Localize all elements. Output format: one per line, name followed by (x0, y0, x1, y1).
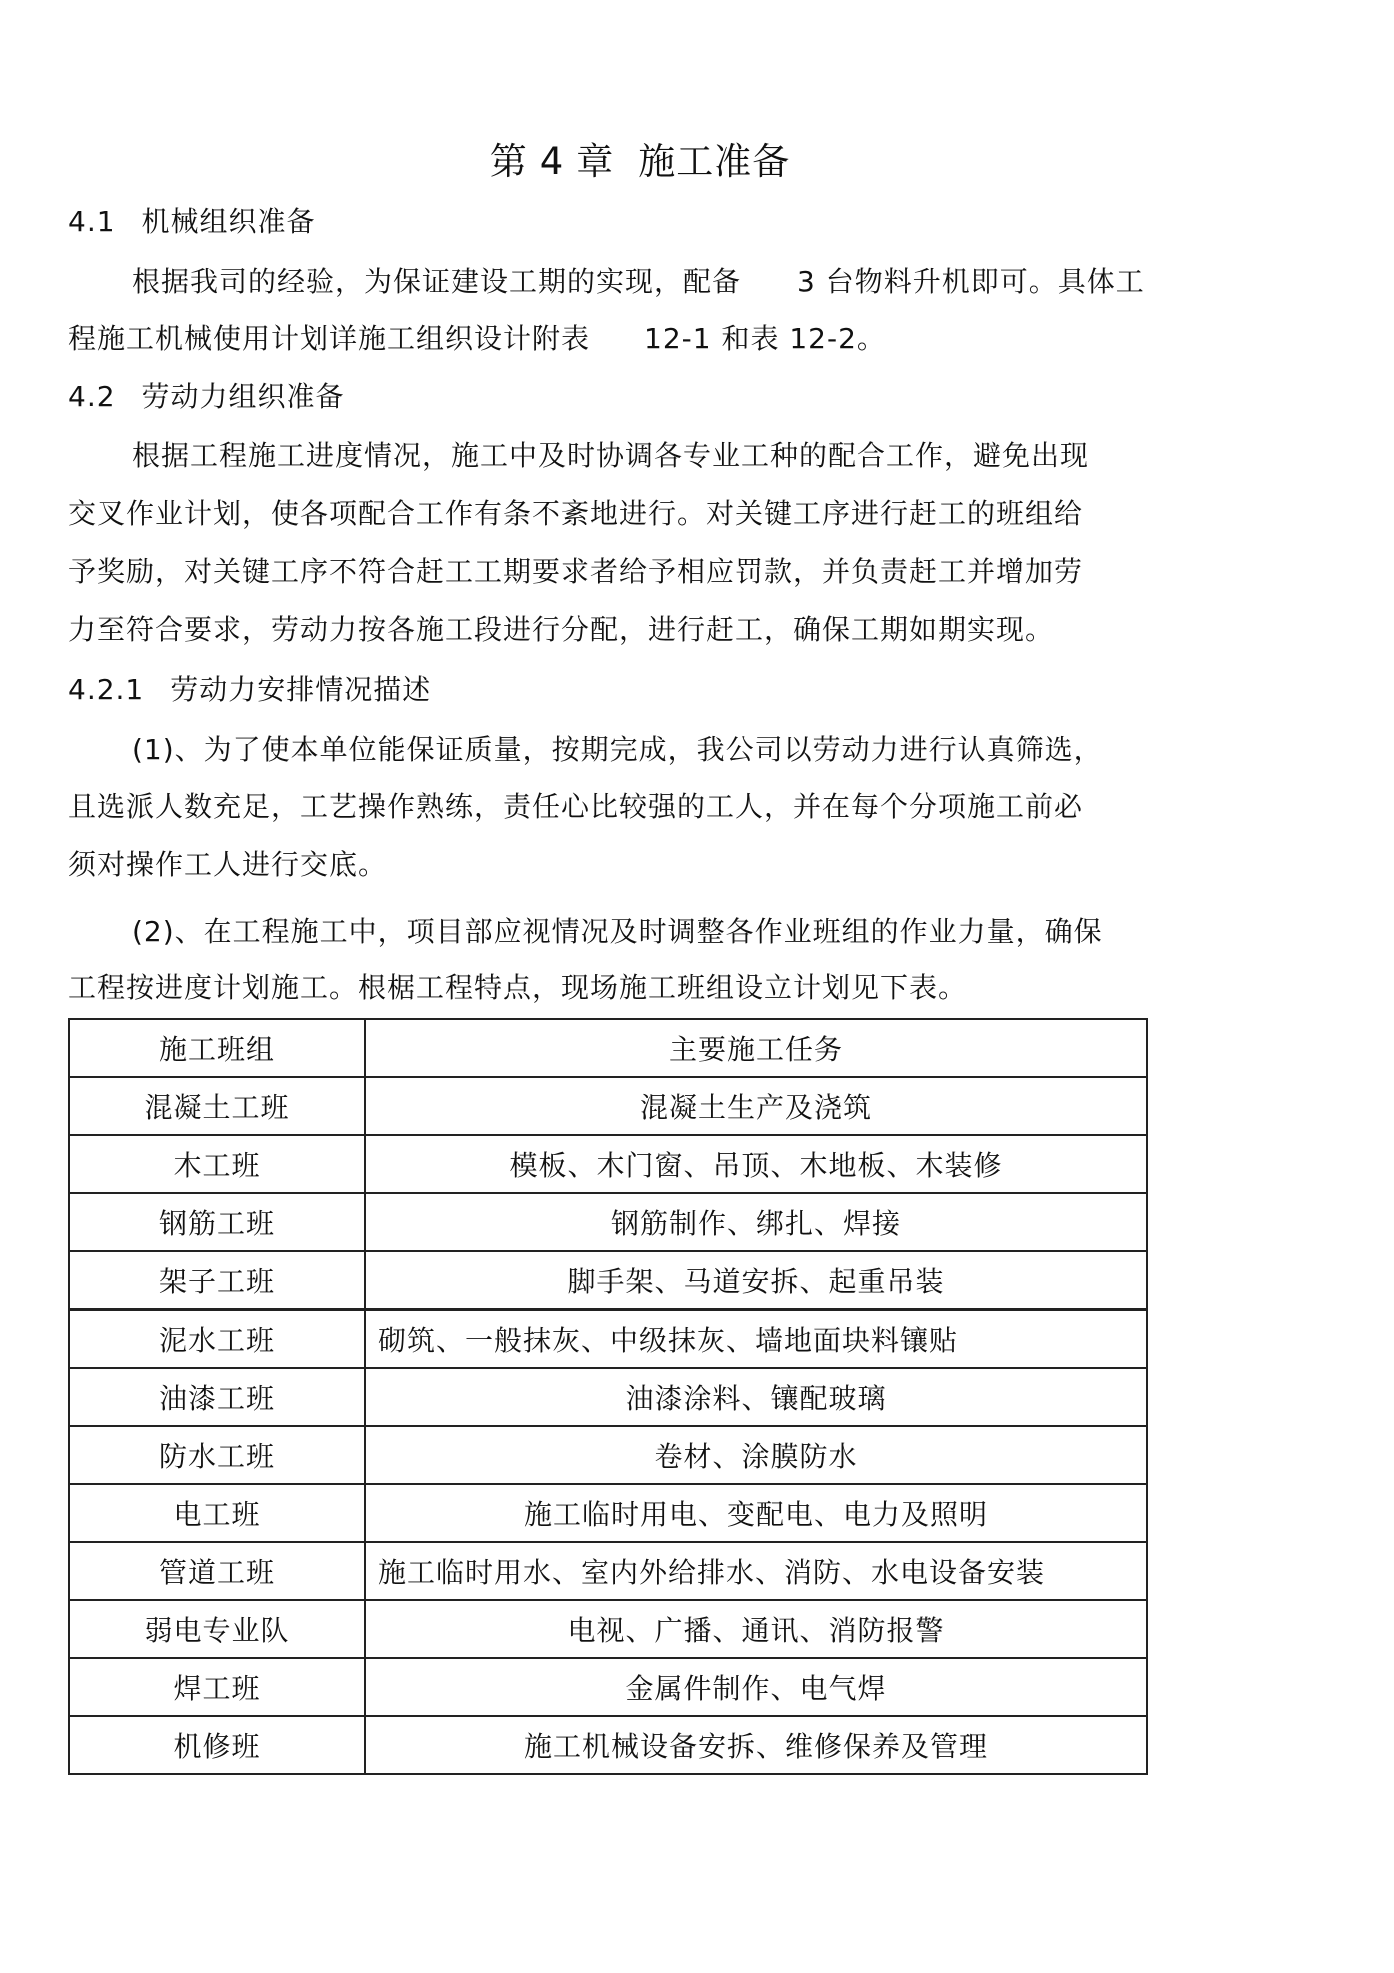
section-number: 4.2.1 (68, 673, 145, 706)
team-cell: 弱电专业队 (69, 1600, 365, 1658)
team-cell: 焊工班 (69, 1658, 365, 1716)
table-row (69, 1251, 1147, 1310)
chapter-prefix: 第 (489, 140, 528, 183)
table-row (69, 1426, 1147, 1484)
section-title: 机械组织准备 (141, 205, 316, 238)
text-span: 程施工机械使用计划详施工组织设计附表 (68, 322, 591, 355)
paragraph-line: 根据工程施工进度情况，施工中及时协调各专业工种的配合工作，避免出现 (132, 439, 1090, 472)
paragraph-line: 且选派人数充足，工艺操作熟练，责任心比较强的工人，并在每个分项施工前必 (68, 790, 1084, 823)
paragraph-line: (1)、为了使本单位能保证质量，按期完成，我公司以劳动力进行认真筛选， (132, 733, 1103, 766)
chapter-word: 章 (576, 140, 615, 183)
section-title: 劳动力安排情况描述 (170, 673, 432, 706)
paragraph-line: (2)、在工程施工中，项目部应视情况及时调整各作业班组的作业力量，确保 (132, 915, 1103, 948)
paragraph-line: 力至符合要求，劳动力按各施工段进行分配，进行赶工，确保工期如期实现。 (68, 613, 1055, 646)
text-span: 12-1 和表 12-2。 (644, 322, 886, 355)
task-cell: 混凝土生产及浇筑 (365, 1077, 1147, 1135)
team-cell: 电工班 (69, 1484, 365, 1542)
team-cell: 防水工班 (69, 1426, 365, 1484)
task-cell: 施工临时用电、变配电、电力及照明 (365, 1484, 1147, 1542)
section-title: 劳动力组织准备 (141, 380, 345, 413)
text-span: 根据我司的经验，为保证建设工期的实现，配备 (132, 265, 742, 298)
table-row (69, 1135, 1147, 1193)
team-cell: 钢筋工班 (69, 1193, 365, 1251)
crew-table (68, 1018, 1148, 1775)
table-row (69, 1658, 1147, 1716)
paragraph-line: 交叉作业计划，使各项配合工作有条不紊地进行。对关键工序进行赶工的班组给 (68, 497, 1084, 530)
paragraph-line: 须对操作工人进行交底。 (68, 848, 388, 881)
chapter-number: 4 (539, 140, 565, 183)
table-row (69, 1077, 1147, 1135)
paragraph-line: 予奖励，对关键工序不符合赶工工期要求者给予相应罚款，并负责赶工并增加劳 (68, 555, 1084, 588)
table-row (69, 1193, 1147, 1251)
team-cell: 机修班 (69, 1716, 365, 1774)
text-span: 3 台物料升机即可。具体工 (797, 265, 1145, 298)
task-cell: 模板、木门窗、吊顶、木地板、木装修 (365, 1135, 1147, 1193)
table-row (69, 1484, 1147, 1542)
task-cell: 施工机械设备安拆、维修保养及管理 (365, 1716, 1147, 1774)
section-4-1-heading (68, 202, 316, 242)
section-4-2-1-heading (68, 670, 431, 710)
paragraph-line (68, 319, 886, 359)
task-cell: 金属件制作、电气焊 (365, 1658, 1147, 1716)
task-cell: 脚手架、马道安拆、起重吊装 (365, 1251, 1147, 1310)
team-cell: 木工班 (69, 1135, 365, 1193)
chapter-title (0, 138, 1280, 186)
team-cell: 泥水工班 (69, 1310, 365, 1369)
table-header-cell: 施工班组 (69, 1019, 365, 1077)
task-cell: 油漆涂料、镶配玻璃 (365, 1368, 1147, 1426)
paragraph-line (132, 262, 1145, 302)
table-header-row (69, 1019, 1147, 1077)
table-row (69, 1542, 1147, 1600)
team-cell: 混凝土工班 (69, 1077, 365, 1135)
chapter-name: 施工准备 (638, 140, 791, 183)
table-row (69, 1368, 1147, 1426)
section-number: 4.2 (68, 380, 116, 413)
team-cell: 管道工班 (69, 1542, 365, 1600)
team-cell: 架子工班 (69, 1251, 365, 1310)
paragraph-line: 工程按进度计划施工。根椐工程特点，现场施工班组设立计划见下表。 (68, 971, 968, 1004)
section-number: 4.1 (68, 205, 116, 238)
table-row (69, 1716, 1147, 1774)
task-cell: 砌筑、一般抹灰、中级抹灰、墙地面块料镶贴 (365, 1310, 1147, 1369)
task-cell: 钢筋制作、绑扎、焊接 (365, 1193, 1147, 1251)
task-cell: 电视、广播、通讯、消防报警 (365, 1600, 1147, 1658)
task-cell: 施工临时用水、室内外给排水、消防、水电设备安装 (365, 1542, 1147, 1600)
table-header-cell: 主要施工任务 (365, 1019, 1147, 1077)
team-cell: 油漆工班 (69, 1368, 365, 1426)
table-row (69, 1600, 1147, 1658)
table-row (69, 1310, 1147, 1369)
task-cell: 卷材、涂膜防水 (365, 1426, 1147, 1484)
section-4-2-heading (68, 377, 345, 417)
